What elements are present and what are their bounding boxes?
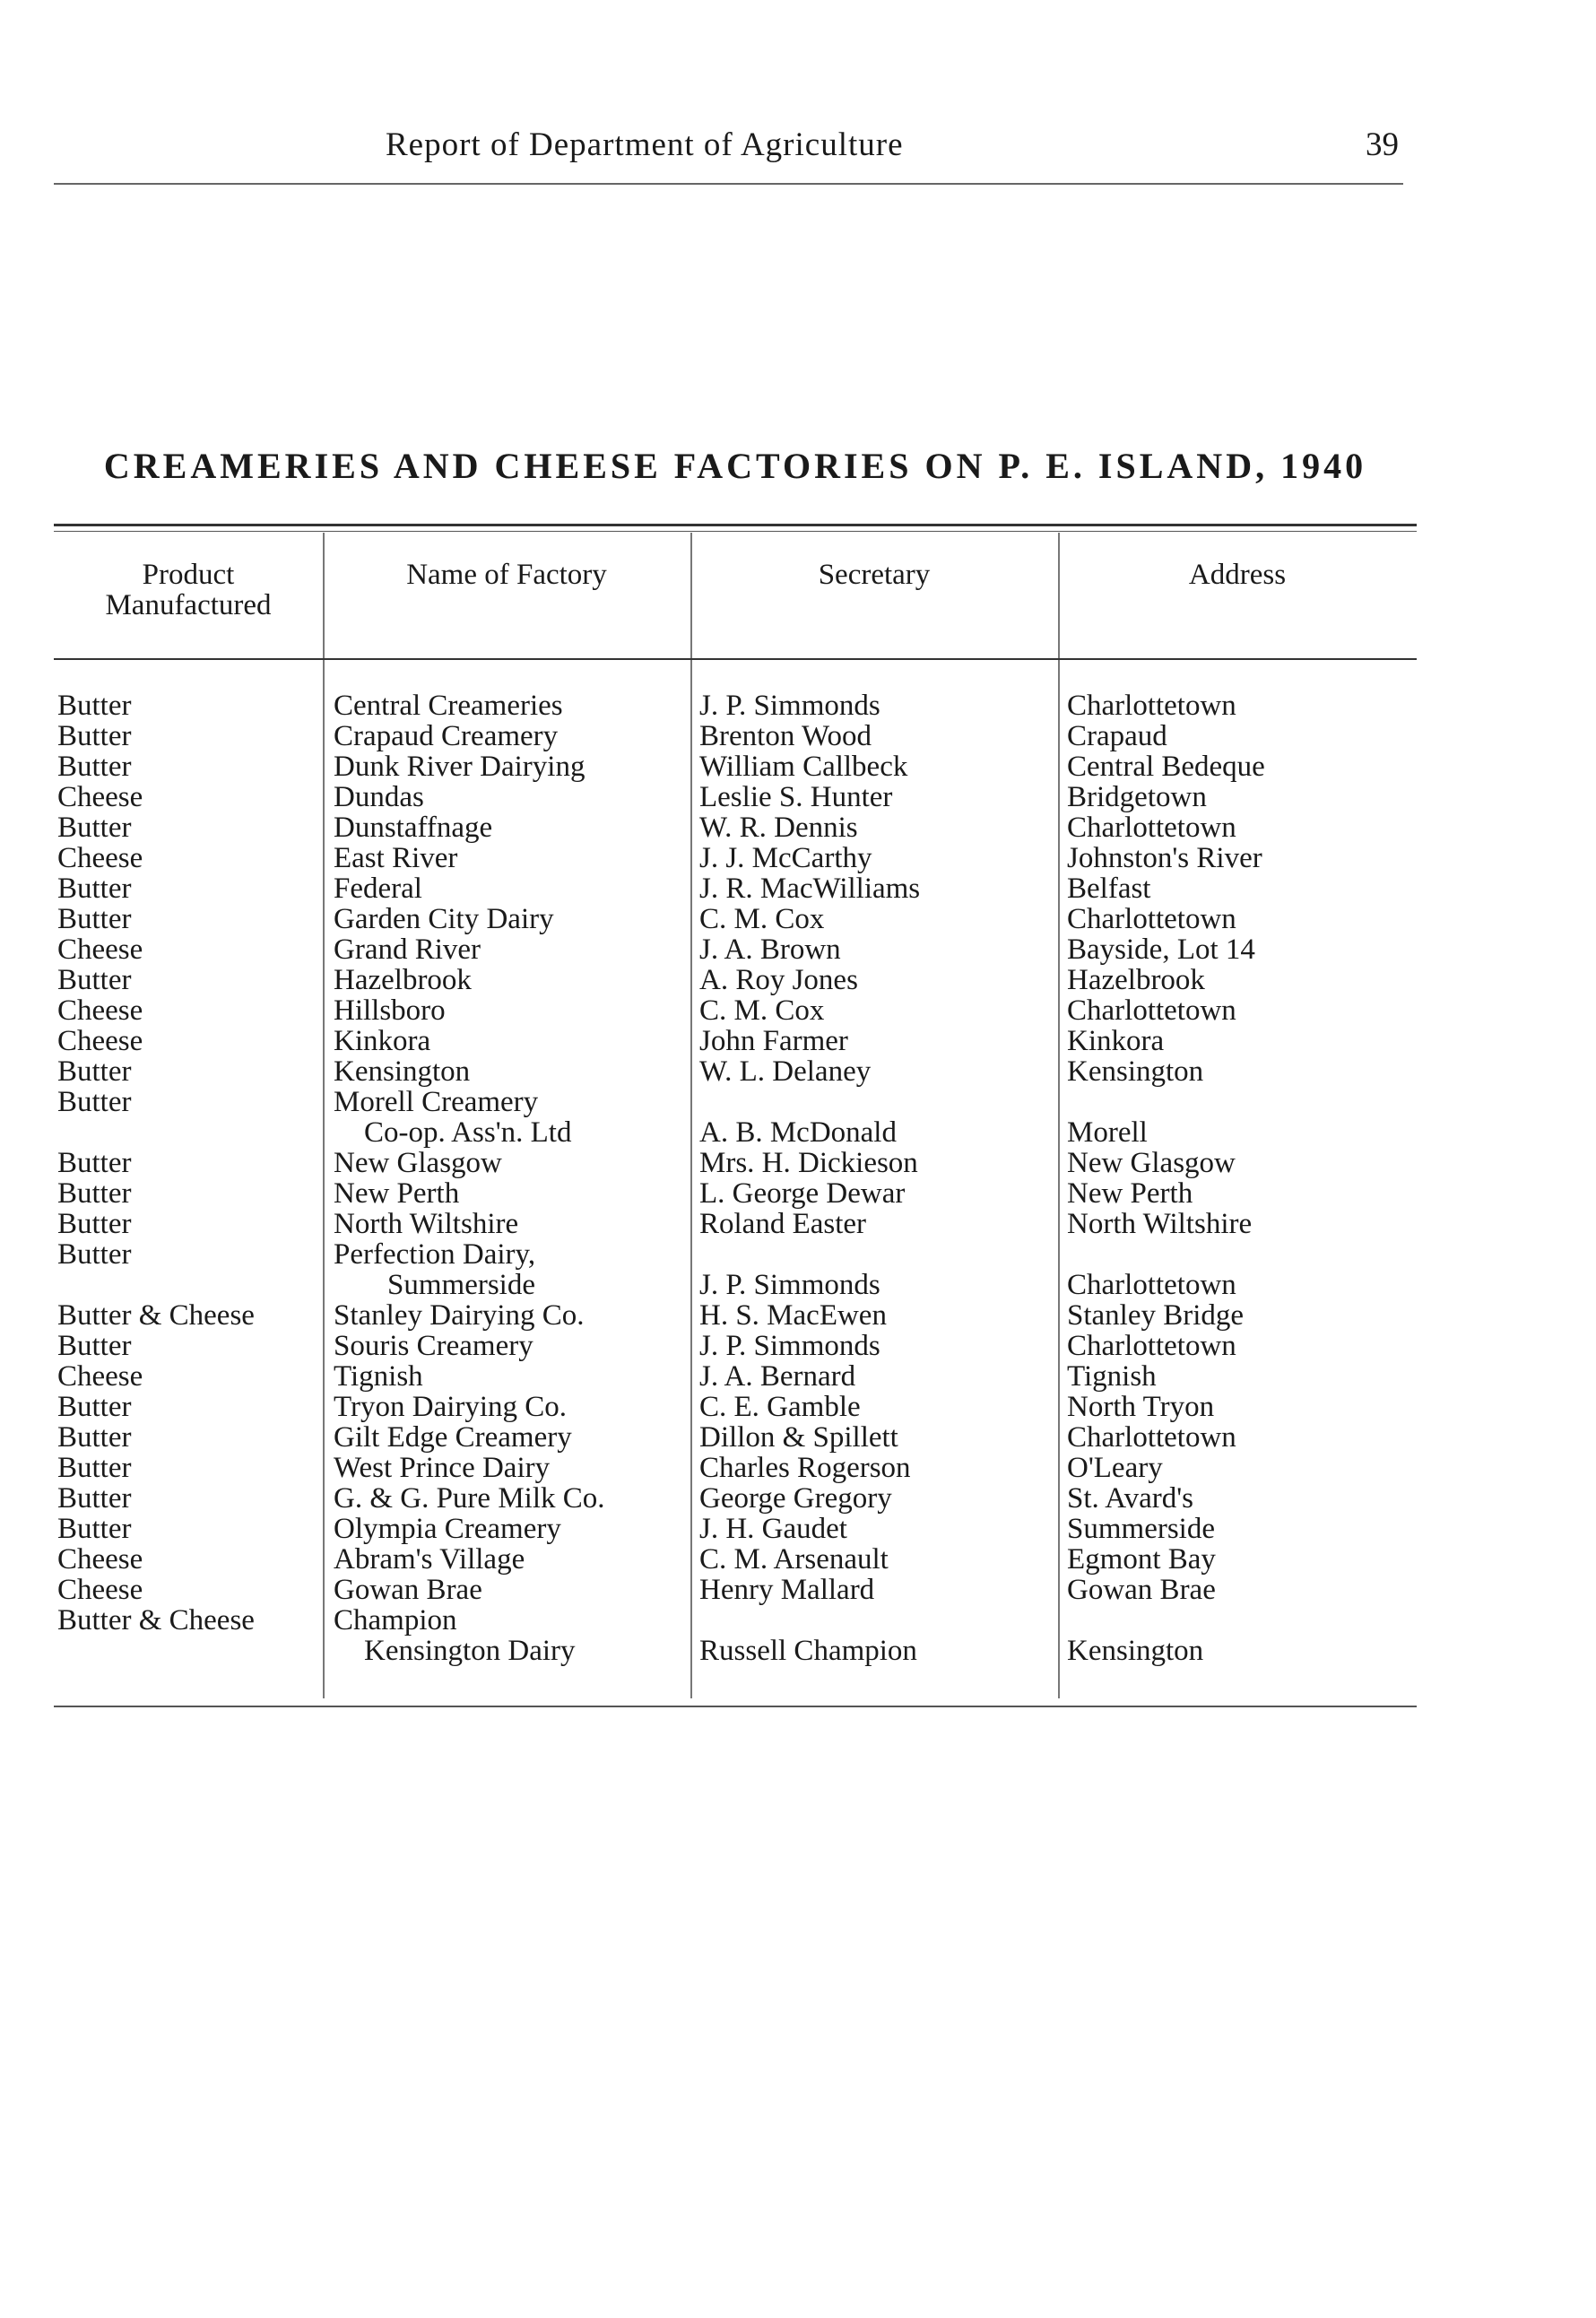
product-cell: Butter (57, 903, 132, 935)
running-head (54, 126, 1403, 169)
factory-name-cell: Kensington Dairy (364, 1635, 576, 1667)
address-cell: North Wiltshire (1067, 1208, 1253, 1240)
address-cell: Crapaud (1067, 720, 1167, 752)
running-title: Report of Department of Agriculture (386, 126, 904, 163)
product-cell: Cheese (57, 1543, 143, 1576)
table-row (54, 873, 1417, 904)
table-row (54, 1300, 1417, 1331)
table-top-rule (54, 524, 1417, 526)
secretary-cell: John Farmer (699, 1025, 848, 1057)
product-cell: Cheese (57, 1025, 143, 1057)
secretary-cell: J. A. Bernard (699, 1360, 856, 1393)
address-cell: Kinkora (1067, 1025, 1165, 1057)
secretary-cell: C. M. Cox (699, 903, 825, 935)
address-cell: O'Leary (1067, 1452, 1163, 1484)
page-number: 39 (1366, 126, 1399, 163)
product-cell: Butter (57, 1513, 132, 1545)
product-cell: Butter (57, 751, 132, 783)
address-cell: Morell (1067, 1116, 1148, 1149)
secretary-cell: Roland Easter (699, 1208, 867, 1240)
product-cell: Butter (57, 1452, 132, 1484)
secretary-cell: J. R. MacWilliams (699, 873, 921, 905)
header-product-line1: Product (142, 559, 235, 591)
header-product-line2: Manufactured (105, 589, 272, 621)
table-row (54, 1056, 1417, 1087)
factory-name-cell: Gowan Brae (334, 1574, 482, 1606)
product-cell: Butter (57, 812, 132, 844)
product-cell: Butter (57, 1482, 132, 1515)
product-cell: Butter (57, 964, 132, 996)
address-cell: Tignish (1067, 1360, 1157, 1393)
address-cell: Charlottetown (1067, 812, 1236, 844)
factory-name-cell: Abram's Village (334, 1543, 525, 1576)
factory-name-cell: Garden City Dairy (334, 903, 554, 935)
product-cell: Butter (57, 1421, 132, 1454)
factory-name-cell: Dunstaffnage (334, 812, 493, 844)
address-cell: Belfast (1067, 873, 1151, 905)
factory-name-cell: Grand River (334, 933, 481, 966)
address-cell: North Tryon (1067, 1391, 1215, 1423)
secretary-cell: Dillon & Spillett (699, 1421, 898, 1454)
address-cell: Charlottetown (1067, 903, 1236, 935)
secretary-cell: L. George Dewar (699, 1177, 906, 1210)
product-cell: Cheese (57, 1574, 143, 1606)
product-cell: Butter & Cheese (57, 1604, 255, 1636)
table-row (54, 1392, 1417, 1422)
table-bottom-rule (54, 1706, 1417, 1707)
factory-name-cell: Kinkora (334, 1025, 431, 1057)
address-cell: New Perth (1067, 1177, 1193, 1210)
factory-name-cell: North Wiltshire (334, 1208, 519, 1240)
table-row (54, 1422, 1417, 1453)
secretary-cell: C. M. Arsenault (699, 1543, 889, 1576)
product-cell: Cheese (57, 933, 143, 966)
address-cell: Charlottetown (1067, 690, 1236, 722)
factory-name-cell: Federal (334, 873, 422, 905)
secretary-cell: Henry Mallard (699, 1574, 875, 1606)
factory-name-cell: Olympia Creamery (334, 1513, 561, 1545)
header-product (54, 560, 323, 621)
factory-name-cell: Hazelbrook (334, 964, 472, 996)
product-cell: Cheese (57, 994, 143, 1027)
secretary-cell: Brenton Wood (699, 720, 872, 752)
product-cell: Butter (57, 1055, 132, 1088)
factory-name-cell: New Perth (334, 1177, 460, 1210)
factory-name-cell: Summerside (387, 1269, 535, 1301)
secretary-cell: Leslie S. Hunter (699, 781, 893, 813)
product-cell: Butter (57, 1147, 132, 1179)
table-top-rule-thin (54, 531, 1417, 532)
table-row (54, 1605, 1417, 1636)
table-row (54, 1453, 1417, 1483)
factory-name-cell: Stanley Dairying Co. (334, 1299, 585, 1332)
table-row (54, 751, 1417, 782)
secretary-cell: J. P. Simmonds (699, 1269, 880, 1301)
address-cell: Charlottetown (1067, 1269, 1236, 1301)
table-row (54, 721, 1417, 751)
secretary-cell: J. J. McCarthy (699, 842, 872, 874)
product-cell: Butter (57, 1238, 132, 1271)
table-row (54, 1270, 1417, 1300)
table-row (54, 1117, 1417, 1148)
factory-name-cell: Dunk River Dairying (334, 751, 585, 783)
secretary-cell: A. B. McDonald (699, 1116, 897, 1149)
secretary-cell: George Gregory (699, 1482, 892, 1515)
table-row (54, 1514, 1417, 1544)
product-cell: Butter (57, 1391, 132, 1423)
factory-name-cell: Souris Creamery (334, 1330, 533, 1362)
table-row (54, 1239, 1417, 1270)
secretary-cell: H. S. MacEwen (699, 1299, 887, 1332)
factory-name-cell: Dundas (334, 781, 424, 813)
factory-name-cell: Kensington (334, 1055, 471, 1088)
table-row (54, 965, 1417, 995)
product-cell: Butter (57, 690, 132, 722)
secretary-cell: Mrs. H. Dickieson (699, 1147, 918, 1179)
table-row (54, 1148, 1417, 1178)
table-row (54, 904, 1417, 934)
table-row (54, 1026, 1417, 1056)
secretary-cell: W. R. Dennis (699, 812, 858, 844)
table-row (54, 995, 1417, 1026)
table-row (54, 1636, 1417, 1666)
factory-name-cell: Morell Creamery (334, 1086, 539, 1118)
secretary-cell: J. H. Gaudet (699, 1513, 847, 1545)
table-row (54, 782, 1417, 812)
address-cell: Charlottetown (1067, 1421, 1236, 1454)
address-cell: Charlottetown (1067, 1330, 1236, 1362)
secretary-cell: W. L. Delaney (699, 1055, 872, 1088)
address-cell: Egmont Bay (1067, 1543, 1216, 1576)
factory-name-cell: Gilt Edge Creamery (334, 1421, 572, 1454)
secretary-cell: J. A. Brown (699, 933, 841, 966)
address-cell: New Glasgow (1067, 1147, 1236, 1179)
address-cell: Bayside, Lot 14 (1067, 933, 1255, 966)
factory-name-cell: New Glasgow (334, 1147, 502, 1179)
table-row (54, 812, 1417, 843)
table-row (54, 1178, 1417, 1209)
address-cell: Summerside (1067, 1513, 1215, 1545)
product-cell: Butter (57, 720, 132, 752)
secretary-cell: J. P. Simmonds (699, 1330, 880, 1362)
header-rule-bottom (54, 658, 1417, 660)
address-cell: Stanley Bridge (1067, 1299, 1245, 1332)
secretary-cell: J. P. Simmonds (699, 690, 880, 722)
table-row (54, 1361, 1417, 1392)
secretary-cell: A. Roy Jones (699, 964, 858, 996)
product-cell: Cheese (57, 842, 143, 874)
address-cell: Kensington (1067, 1055, 1204, 1088)
product-cell: Cheese (57, 781, 143, 813)
secretary-cell: C. E. Gamble (699, 1391, 861, 1423)
address-cell: Gowan Brae (1067, 1574, 1216, 1606)
product-cell: Butter & Cheese (57, 1299, 255, 1332)
product-cell: Butter (57, 873, 132, 905)
address-cell: Johnston's River (1067, 842, 1262, 874)
table-row (54, 1483, 1417, 1514)
secretary-cell: William Callbeck (699, 751, 908, 783)
product-cell: Butter (57, 1086, 132, 1118)
factory-name-cell: Central Creameries (334, 690, 563, 722)
table-row (54, 1087, 1417, 1117)
factory-name-cell: G. & G. Pure Milk Co. (334, 1482, 605, 1515)
table-row (54, 1331, 1417, 1361)
table-row (54, 1209, 1417, 1239)
table-row (54, 690, 1417, 721)
factory-name-cell: West Prince Dairy (334, 1452, 551, 1484)
address-cell: Charlottetown (1067, 994, 1236, 1027)
factory-name-cell: East River (334, 842, 458, 874)
address-cell: Central Bedeque (1067, 751, 1265, 783)
table-body (54, 690, 1417, 1666)
factory-name-cell: Co-op. Ass'n. Ltd (364, 1116, 572, 1149)
header-secretary: Secretary (818, 559, 931, 591)
factory-name-cell: Perfection Dairy, (334, 1238, 536, 1271)
secretary-cell: Russell Champion (699, 1635, 917, 1667)
header-address: Address (1188, 559, 1287, 591)
factory-name-cell: Hillsboro (334, 994, 446, 1027)
address-cell: Hazelbrook (1067, 964, 1205, 996)
table-row (54, 1544, 1417, 1575)
table-row (54, 1575, 1417, 1605)
factory-name-cell: Crapaud Creamery (334, 720, 559, 752)
product-cell: Butter (57, 1208, 132, 1240)
address-cell: St. Avard's (1067, 1482, 1194, 1515)
table-title: CREAMERIES AND CHEESE FACTORIES ON P. E. ISLAND, 1940 (103, 446, 1367, 486)
header-factory: Name of Factory (406, 559, 607, 591)
secretary-cell: Charles Rogerson (699, 1452, 911, 1484)
secretary-cell: C. M. Cox (699, 994, 825, 1027)
product-cell: Butter (57, 1177, 132, 1210)
factory-name-cell: Tignish (334, 1360, 423, 1393)
factory-name-cell: Tryon Dairying Co. (334, 1391, 568, 1423)
address-cell: Bridgetown (1067, 781, 1207, 813)
address-cell: Kensington (1067, 1635, 1204, 1667)
product-cell: Cheese (57, 1360, 143, 1393)
product-cell: Butter (57, 1330, 132, 1362)
table-row (54, 934, 1417, 965)
header-rule (54, 183, 1403, 185)
table-row (54, 843, 1417, 873)
factory-name-cell: Champion (334, 1604, 457, 1636)
